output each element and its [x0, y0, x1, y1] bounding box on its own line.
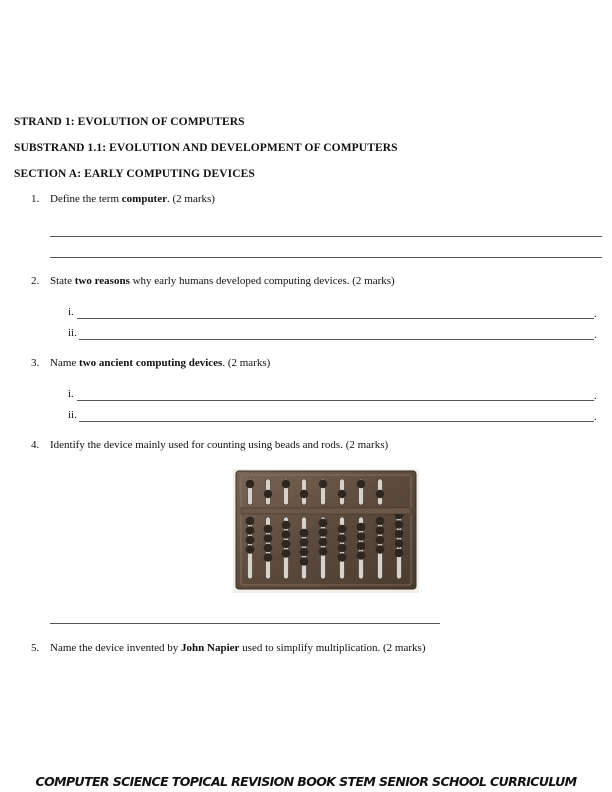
- answer-line[interactable]: [50, 257, 602, 258]
- abacus-image: [233, 469, 419, 593]
- answer-label: i.: [68, 306, 74, 318]
- question-4: [0, 439, 612, 455]
- question-1: [0, 193, 612, 209]
- page-footer: COMPUTER SCIENCE TOPICAL REVISION BOOK STEM SENIOR SCHOOL CURRICULUM: [35, 774, 577, 789]
- question-3: [0, 357, 612, 373]
- question-2: [0, 275, 612, 291]
- question-5: [0, 642, 612, 658]
- strand-heading: STRAND 1: EVOLUTION OF COMPUTERS: [14, 116, 245, 128]
- answer-line[interactable]: [77, 318, 594, 319]
- answer-label: i.: [68, 388, 74, 400]
- line-end-dot: .: [594, 411, 597, 423]
- answer-line[interactable]: [79, 421, 594, 422]
- line-end-dot: .: [594, 390, 597, 402]
- answer-line[interactable]: [77, 400, 594, 401]
- question-text: Define the term computer. (2 marks): [50, 193, 215, 205]
- line-end-dot: .: [594, 308, 597, 320]
- question-number: 5.: [31, 642, 40, 654]
- question-text: Name two ancient computing devices. (2 marks): [50, 357, 271, 369]
- substrand-heading: SUBSTRAND 1.1: EVOLUTION AND DEVELOPMENT OF COMPUTERS: [14, 142, 398, 154]
- answer-label: ii.: [68, 327, 77, 339]
- answer-line[interactable]: [50, 623, 440, 624]
- answer-line[interactable]: [50, 236, 602, 237]
- question-number: 2.: [31, 275, 40, 287]
- question-number: 3.: [31, 357, 40, 369]
- answer-line[interactable]: [79, 339, 594, 340]
- question-text: Identify the device mainly used for counting using beads and rods. (2 marks): [50, 439, 389, 451]
- question-text: Name the device invented by John Napier used to simplify multiplication. (2 marks): [50, 642, 426, 654]
- question-number: 1.: [31, 193, 40, 205]
- question-number: 4.: [31, 439, 40, 451]
- section-heading: SECTION A: EARLY COMPUTING DEVICES: [14, 168, 255, 180]
- question-text: State two reasons why early humans developed computing devices. (2 marks): [50, 275, 395, 287]
- line-end-dot: .: [594, 329, 597, 341]
- answer-label: ii.: [68, 409, 77, 421]
